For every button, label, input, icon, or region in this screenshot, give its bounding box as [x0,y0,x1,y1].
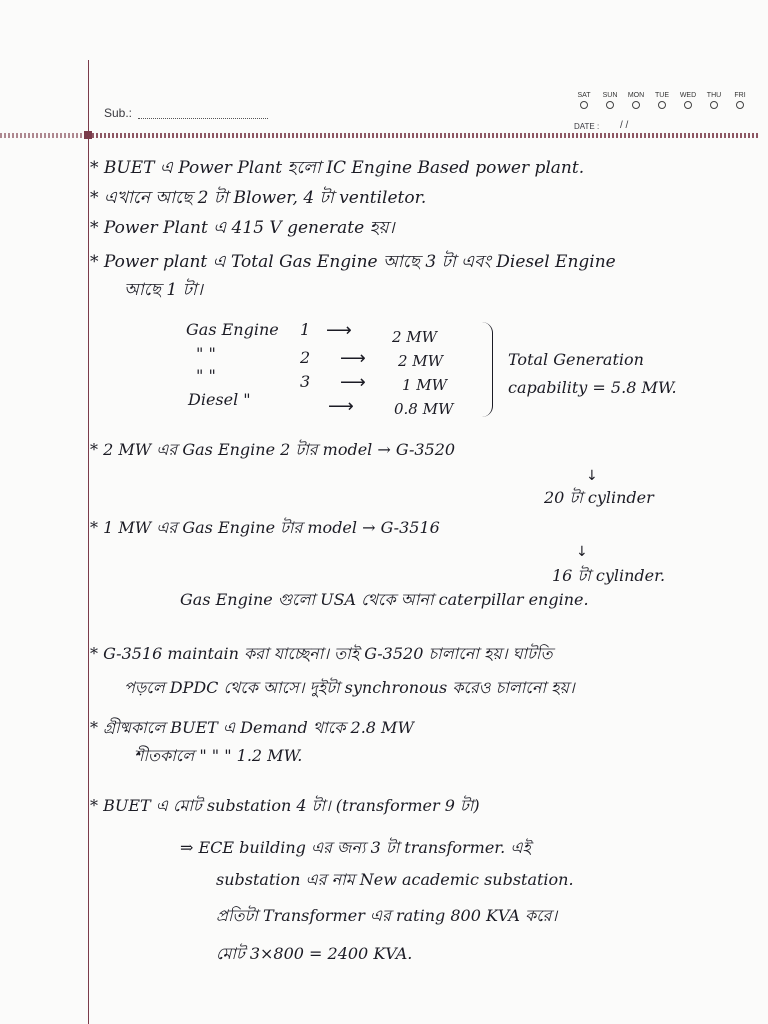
engine-row-3-value: 1 MW [402,376,448,394]
note-line-9: * G-3516 maintain করা যাচ্ছেনা। তাই G-3520 চালানো হয়। ঘাটতি [90,644,553,663]
weekday-label: FRI [734,92,746,99]
down-arrow-1: ↓ [586,468,598,484]
weekday-thu [702,92,726,109]
weekday-circle [580,101,588,109]
weekday-label: MON [627,92,645,99]
engine-row-1-num: 1 [300,320,311,339]
weekday-circle [736,101,744,109]
weekday-circle [710,101,718,109]
note-line-10: পড়লে DPDC থেকে আসে। দুইটা synchronous করেও চালানো হয়। [124,678,575,697]
note-line-6b: 20 টা cylinder [544,488,654,507]
note-line-3: * Power Plant এ 415 V generate হয়। [90,218,395,238]
date-separators: / / [620,120,629,131]
note-line-1: * BUET এ Power Plant হলো IC Engine Based power plant. [90,158,585,178]
header-rule-left [0,133,88,138]
weekday-circle [658,101,666,109]
weekday-circle [606,101,614,109]
down-arrow-2: ↓ [576,544,588,560]
total-generation-value: capability = 5.8 MW. [508,378,677,397]
note-line-12: শীতকালে " " " 1.2 MW. [134,746,303,765]
engine-row-2-value: 2 MW [398,352,444,370]
note-line-7b: 16 টা cylinder. [552,566,666,585]
note-line-11: * গ্রীষ্মকালে BUET এ Demand থাকে 2.8 MW [90,718,414,737]
engine-row-1-value: 2 MW [392,328,438,346]
note-line-17: মোট 3×800 = 2400 KVA. [216,944,413,963]
total-brace [482,322,493,417]
weekday-label: SAT [577,92,591,99]
engine-row-3-num: 3 [300,372,311,391]
note-line-16: প্রতিটা Transformer এর rating 800 KVA করে। [216,906,558,925]
engine-row-4-value: 0.8 MW [394,400,454,418]
row-3-arrow: ⟶ [340,372,366,393]
row-1-arrow: ⟶ [326,320,352,341]
engine-row-2-num: 2 [300,348,311,367]
weekday-selector [572,92,752,109]
row-2-arrow: ⟶ [340,348,366,369]
row-4-arrow: ⟶ [328,396,354,417]
date-label: DATE : [574,122,600,131]
weekday-label: SUN [602,92,618,99]
header-rule [88,133,758,138]
engine-row-2-name: " " [196,344,216,363]
sub-label: Sub.: [104,106,133,120]
weekday-label: TUE [655,92,669,99]
weekday-label: WED [679,92,697,99]
note-line-15: substation এর নাম New academic substation. [216,870,574,889]
note-line-7: * 1 MW এর Gas Engine টার model → G-3516 [90,518,440,537]
total-generation-label: Total Generation [508,350,644,369]
weekday-circle [632,101,640,109]
sub-field-line [138,118,268,119]
corner-mark [84,131,92,139]
engine-row-3-name: " " [196,366,216,385]
weekday-wed [676,92,700,109]
weekday-sat [572,92,596,109]
note-line-8: Gas Engine গুলো USA থেকে আনা caterpillar engine. [180,590,589,609]
engine-row-4-name: Diesel " [188,390,251,409]
note-line-5: আছে 1 টা। [124,280,203,300]
weekday-mon [624,92,648,109]
note-line-14: ⇒ ECE building এর জন্য 3 টা transformer. এই [180,838,531,857]
note-line-6: * 2 MW এর Gas Engine 2 টার model → G-3520 [90,440,456,459]
note-line-4: * Power plant এ Total Gas Engine আছে 3 টা এবং Diesel Engine [90,252,616,272]
weekday-tue [650,92,674,109]
engine-row-1-name: Gas Engine [186,320,279,339]
weekday-label: THU [706,92,722,99]
weekday-sun [598,92,622,109]
note-line-2: * এখানে আছে 2 টা Blower, 4 টা ventiletor. [90,188,427,208]
weekday-fri [728,92,752,109]
margin-line [88,60,89,1024]
note-line-13: * BUET এ মোট substation 4 টা। (transformer 9 টা) [90,796,480,815]
weekday-circle [684,101,692,109]
